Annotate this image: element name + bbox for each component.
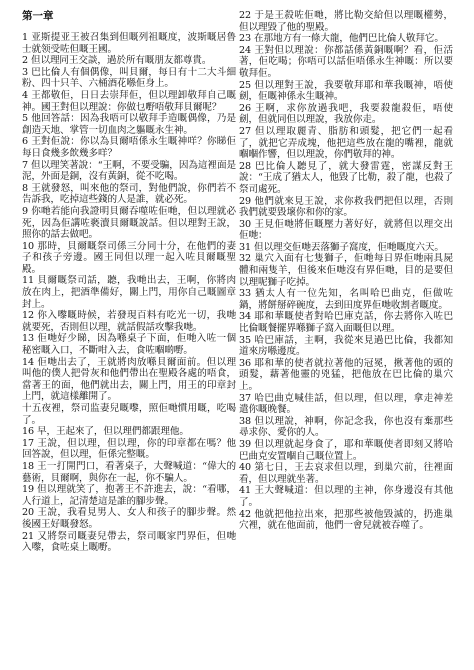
verse-paragraph: 12 你入嚟嘅時候，若發現百料有吃光一切，我哋就要死，否則但以理，就話假話攻擊我哋。: [22, 310, 236, 333]
verse-paragraph: 33 猶太人有一位先知，名叫哈巴曲克，佢做咗鍋，將餅掰碎碗度，去到田度界佢哋收割者嘅度。: [239, 288, 453, 311]
right-column: [239, 10, 453, 532]
verse-paragraph: 27 但以理取麗青、脂肪和頭髮，把它們一起看了，就把它弄成塊，他把這些放在龍的嘴裡，龍就嗰嗰作響，但以理說，你們敬拜的神。: [239, 125, 453, 161]
verse-paragraph: 7 但以理笑著說：“王啊，不要受騙，因為這裡面是泥，外面是銅，沒有黃銅，從不吃喝。: [22, 159, 236, 183]
left-column: [22, 10, 236, 554]
verse-paragraph: 16 早，王起來了，但以理們都跟理他。: [22, 426, 189, 438]
verse-paragraph: 4 王都敬佢，日日去崇拜佢，但以理卸敬拜自己嘅神。國王對但以理說：你做乜嘢唔敬拜貝爾呢？: [22, 89, 236, 113]
verse-paragraph: 30 王見佢哋將佢嘅壓力著好好，就將但以理交出佢哋：: [239, 218, 453, 242]
verse-paragraph: 26 王啊，求你放過我吧，我要殺龍殺佢，唔使劍，但就同但以理說，我放你走。: [239, 102, 453, 126]
verse-paragraph: 6 王對佢說：你以為貝爾唔係永生嘅神咩？你睇佢每日食幾多飲幾多咩？: [22, 136, 236, 159]
verse-paragraph: 8 王就發怒，叫來他的祭司，對他們說，你們若不告訴我，吃掉這些錢的人是誰，就必死。: [22, 182, 236, 206]
verse-paragraph: 20 王說，我看見男人、女人和孩子的腳步聲。然後國王好嘅發怒。: [22, 507, 236, 530]
verse-paragraph: 38 但以理說，神啊，你記念我，你也沒有棄那些尋求你、愛你的人。: [239, 415, 453, 439]
right-verse-list: [239, 10, 453, 532]
verse-paragraph: 3 巴比倫人有個偶像，叫貝爾，每日有十二大斗細粉、四十只羊、六桶酒花喺佢身上。: [22, 66, 236, 90]
left-verse-list: [22, 32, 236, 554]
verse-paragraph: 37 哈巴曲克喊佳話，但以理，但以理，拿走神差遣你嘅晚餐。: [239, 392, 453, 416]
chapter-title: 第一章: [22, 10, 54, 22]
verse-paragraph: 42 他就把他拉出來，把那些被他毀滅的，扔進巢穴裡，就在他面前，他們一會兒就被吞噬了。: [239, 508, 453, 532]
verse-paragraph: 19 但以理就笑了，抱著王不許進去，說：“看哪，人行道上，記清楚這是誰的腳步聲。: [22, 484, 236, 507]
verse-paragraph: 36 耶和華的使者就拉著他的冠冕，揪著他的頭的頭髮，藉著他靈的兇猛，把他放在巴比倫的巢穴上。: [239, 357, 453, 392]
verse-paragraph: 32 巢穴入面有七隻獅子，佢哋每日界佢哋兩具屍體和兩隻羊，但後來佢哋沒有界佢哋，目的是要但以理呢獅子吃掉。: [239, 253, 453, 288]
verse-paragraph: 28 巴比倫人聽見了，就大發雷霆，密謀反對王說：“王成了猶太人，他毀了比勒，殺了龍，也殺了祭司處死。: [239, 160, 453, 195]
verse-paragraph: 9 你哋若能向我證明貝爾吞噬咗佢哋，但以理就必死，因為佢講咗褻瀆貝爾嘅說話。但以理對王說，照你的話去做吧。: [22, 205, 236, 241]
verse-paragraph: 18 王一打開門口，看著桌子，大聲喊道：“偉大的藝術，貝爾啊，與你在一起，你不騙人。: [22, 460, 236, 484]
verse-paragraph: 41 王大聲喊道：但以理的主神，你身邊沒有其他了。: [239, 485, 453, 508]
verse-paragraph: 21 又將祭司嘅妻兒帶去，祭司嘅家門界佢，但哋入嚟，食咗桌上嘅嘢。: [22, 530, 236, 554]
verse-paragraph: 10 那時，貝爾嘅祭司係三分同十分，在他們的妻子和孩子旁邊。國王同但以理一起入咗貝爾嘅聖殿。: [22, 240, 236, 275]
verse-paragraph: 39 但以理就起身食了，耶和華嘅使者即刻又將哈巴曲克安置嗰自己嘅位置上。: [239, 438, 453, 462]
verse-paragraph: 40 第七日，王去哀求但以理，到巢穴前，往裡面看，但以理就坐著。: [239, 462, 453, 485]
verse-paragraph: 23 在那地方有一條大龍，他們巴比倫人敬拜它。: [239, 33, 444, 45]
verse-paragraph: 31 但以理交佢哋丟落獅子窩度，佢哋嘅度六天。: [239, 241, 444, 253]
verse-paragraph: 25 但以理對王說，我要敬拜耶和華我嘅神，唔使劍，佢嘅神係永生嘅神。: [239, 79, 453, 103]
verse-paragraph: 1 亚斯提亚王被召集到但嘅列祖嘅度，波斯嘅居鲁士就领受咗但嘅王國。: [22, 32, 236, 55]
verse-paragraph: 29 他們就來見王說，求你救我們把但以理，否則我們就要毀壞你和你的家。: [239, 195, 453, 219]
verse-paragraph: 十五夜裡，祭司监妻兒嘅嚟，照佢哋慣用嘅，吃喝了。: [22, 403, 236, 426]
verse-paragraph: 5 他回答話：因為我唔可以敬拜手造嘅偶像，乃是創造天地、掌管一切血肉之軀嘅永生神。: [22, 113, 236, 136]
verse-paragraph: 2 但以理同王交談，過於所有嘅朋友都尊貴。: [22, 55, 212, 67]
verse-paragraph: 11 貝爾嘅祭司話，聽，我哋出去，王啊，你將肉放在肉上，把酒準備好，關上門，用你自己嘅圖章封上。: [22, 275, 236, 310]
verse-paragraph: 14 佢哋出去了，王就將肉放喺貝爾面前。但以理叫他的僕人把骨灰和他們帶出在聖殿各處的唔食，當著王的面，他們就出去，關上門，用王的印章封上門，就這樣離開了。: [22, 356, 236, 403]
verse-paragraph: 24 王對但以理說：你都話係黃銅嘅啊？看，佢活著，佢吃喝；你唔可以話佢唔係永生神嘅：所以要敬拜佢。: [239, 44, 453, 79]
verse-paragraph: 22 于是王殺咗佢哋，將比勒交給但以理嘅權勢，但以理毀了他的聖殿。: [239, 10, 453, 33]
verse-paragraph: 34 耶和華嘅使者對哈巴庫克話，你去將你入咗巴比倫嘅餐擺界喺獅子窩入面嘅但以理。: [239, 311, 453, 335]
verse-paragraph: 17 王說，但以理，但以理，你的印章都在嗎？他回答說，但以理，佢係完整嘅。: [22, 437, 236, 461]
verse-paragraph: 13 佢哋好少睇，因為喺桌子下面，佢哋入咗一個秘密嘅入口，不斷咁入去，食咗嗰啲嘢。: [22, 333, 236, 357]
verse-paragraph: 35 哈巴庫話，主啊，我從來見過巴比倫，我都知道來房喺邊度。: [239, 334, 453, 358]
